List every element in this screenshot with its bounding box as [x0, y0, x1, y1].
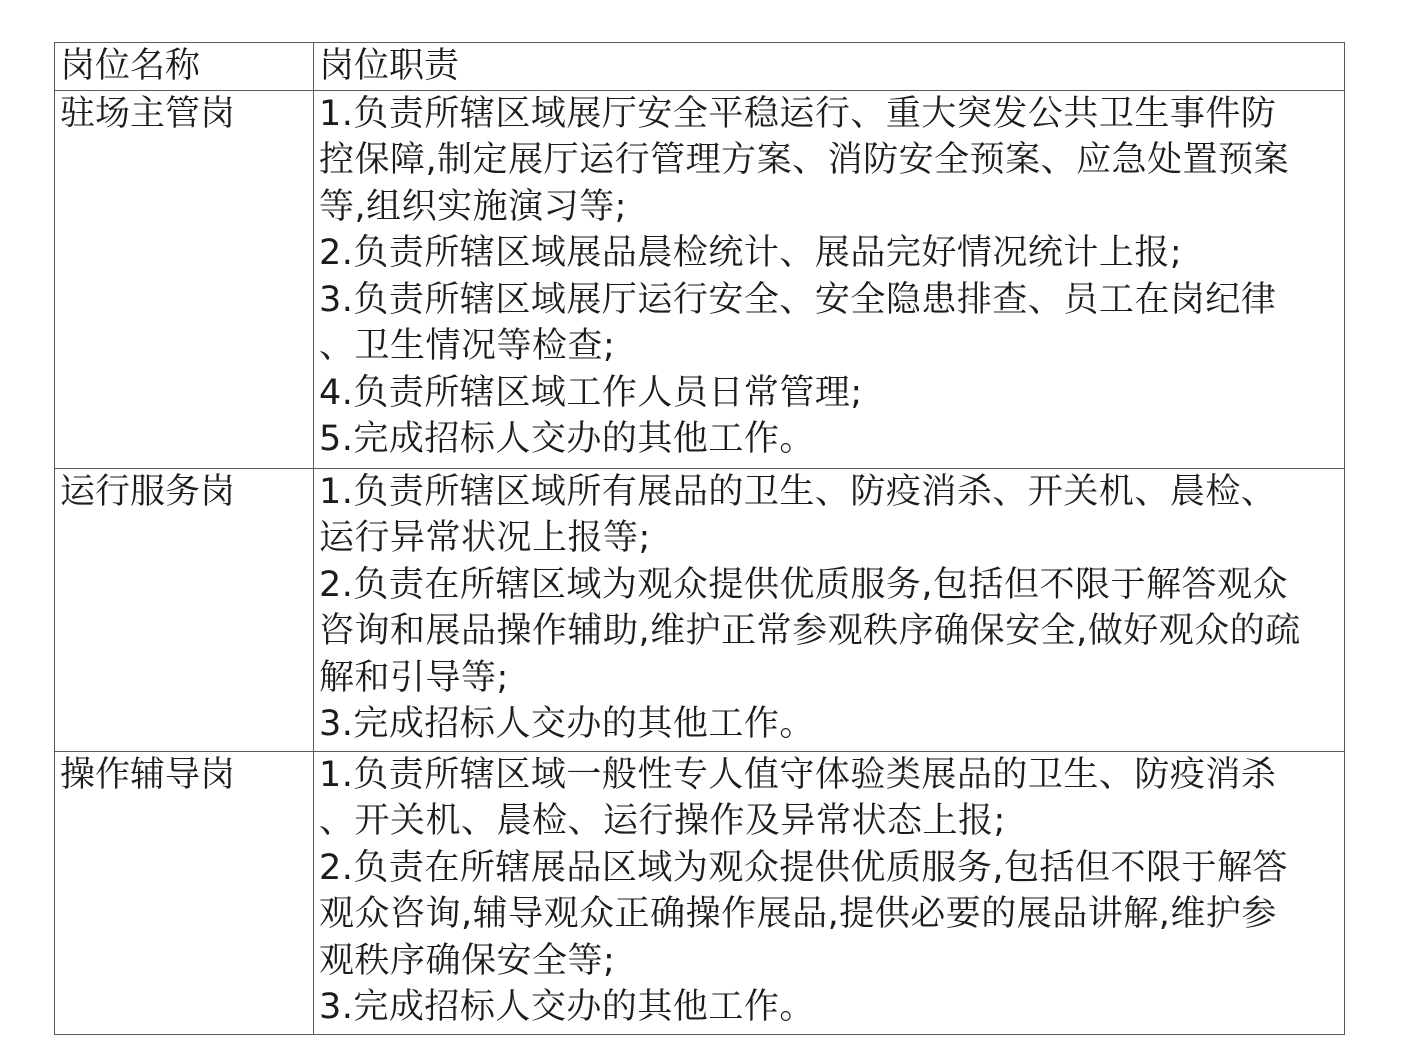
duty-line: 3.负责所辖区域展厅运行安全、安全隐患排查、员工在岗纪律: [319, 279, 1277, 320]
duty-line: 1.负责所辖区域展厅安全平稳运行、重大突发公共卫生事件防: [319, 93, 1277, 134]
duty-line: 4.负责所辖区域工作人员日常管理;: [319, 372, 863, 413]
duty-line: 观众咨询,辅导观众正确操作展品,提供必要的展品讲解,维护参: [319, 894, 1277, 934]
table-header-row: [55, 43, 1345, 91]
duty-line: 2.负责在所辖展品区域为观众提供优质服务,包括但不限于解答: [319, 847, 1289, 888]
header-position-name: 岗位名称: [55, 43, 314, 91]
position-name-cell: 操作辅导岗: [55, 751, 314, 1034]
duties-cell: [314, 468, 1345, 751]
header-duties: 岗位职责: [314, 43, 1345, 91]
duty-line: 2.负责在所辖区域为观众提供优质服务,包括但不限于解答观众: [319, 564, 1289, 605]
job-duties-table: [54, 42, 1345, 1035]
table-row-operation-guidance: [55, 751, 1345, 1034]
duty-line: 3.完成招标人交办的其他工作。: [319, 704, 815, 744]
duties-cell: [314, 751, 1345, 1034]
duty-line: 观秩序确保安全等;: [319, 940, 616, 981]
table-row-operation-service: [55, 468, 1345, 751]
duty-line: 控保障,制定展厅运行管理方案、消防安全预案、应急处置预案: [319, 140, 1290, 180]
duty-line: 咨询和展品操作辅助,维护正常参观秩序确保安全,做好观众的疏: [319, 611, 1301, 651]
duty-line: 、开关机、晨检、运行操作及异常状态上报;: [319, 801, 1006, 841]
table-row-onsite-supervisor: [55, 90, 1345, 468]
duty-line: 1.负责所辖区域所有展品的卫生、防疫消杀、开关机、晨检、: [319, 471, 1277, 512]
duty-line: 2.负责所辖区域展品晨检统计、展品完好情况统计上报;: [319, 233, 1183, 273]
position-name-cell: 驻场主管岗: [55, 90, 314, 468]
duty-line: 3.完成招标人交办的其他工作。: [319, 987, 815, 1027]
duty-line: 解和引导等;: [319, 657, 509, 698]
duty-line: 1.负责所辖区域一般性专人值守体验类展品的卫生、防疫消杀: [319, 754, 1277, 795]
position-name-cell: 运行服务岗: [55, 468, 314, 751]
duty-line: 、卫生情况等检查;: [319, 326, 616, 366]
duties-cell: [314, 90, 1345, 468]
duty-line: 5.完成招标人交办的其他工作。: [319, 419, 815, 459]
duty-line: 运行异常状况上报等;: [319, 518, 651, 558]
duty-line: 等,组织实施演习等;: [319, 186, 627, 227]
